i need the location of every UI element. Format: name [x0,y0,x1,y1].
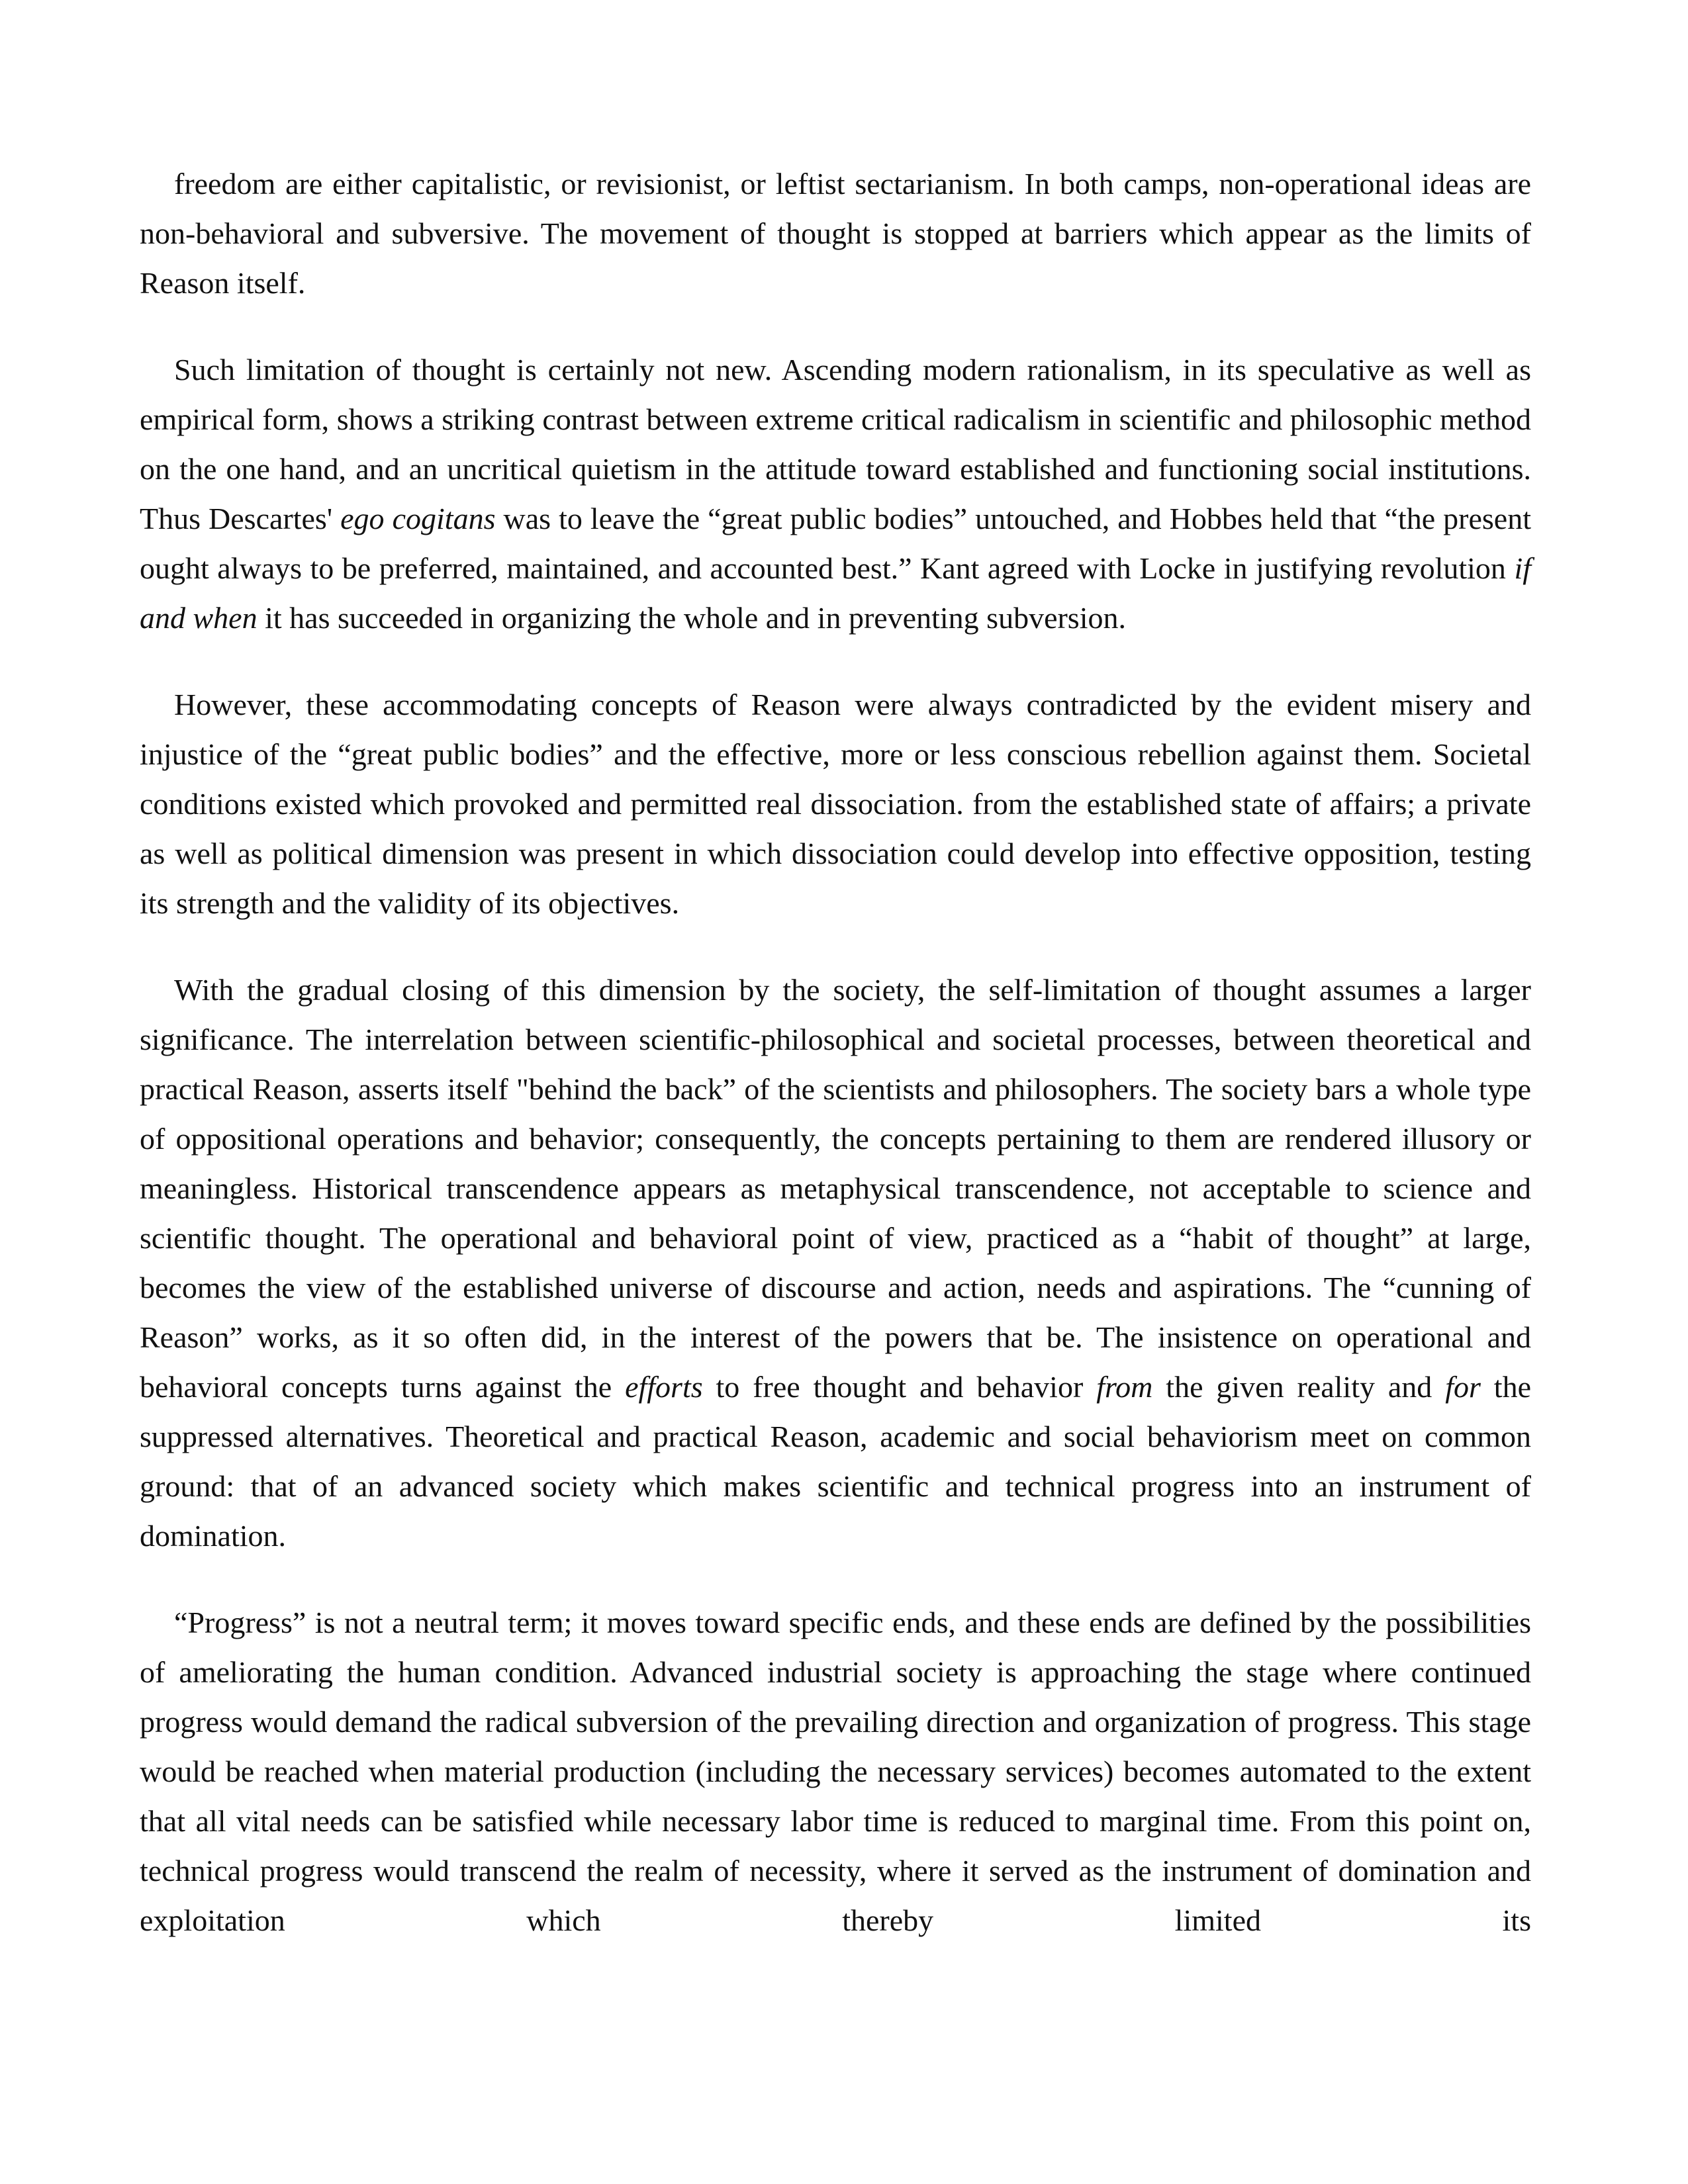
paragraph [140,965,1531,1561]
text-run: “Progress” is not a neutral term; it moves toward specific ends, and these ends are defined by the possibilities of ameliorating the human condition. Advanced industrial society is approaching the stage where continued progress would demand the radical subversion of the prevailing direction and organization of progress. This stage would be reached when material production (including the necessary services) becomes automated to the extent that all vital needs can be satisfied while necessary labor time is reduced to marginal time. From this point on, technical progress would transcend the realm of necessity, where it served as the instrument of domination and exploitation which thereby limited its [140,1606,1531,1937]
italic-text: for [1445,1370,1481,1404]
paragraph [140,680,1531,928]
text-run: With the gradual closing of this dimension by the society, the self-limitation of thought assumes a larger significance. The interrelation between scientific-philosophical and societal processes, between theoretical and practical Reason, asserts itself "behind the back” of the scientists and philosophers. The society bars a whole type of oppositional operations and behavior; consequently, the concepts pertaining to them are rendered illusory or meaningless. Historical transcendence appears as metaphysical transcendence, not acceptable to science and scientific thought. The operational and behavioral point of view, practiced as a “habit of thought” at large, becomes the view of the established universe of discourse and action, needs and aspirations. The “cunning of Reason” works, as it so often did, in the interest of the powers that be. The insistence on operational and behavioral concepts turns against the [140,973,1531,1404]
text-run: the given reality and [1152,1370,1446,1404]
italic-text: if and when [140,551,1531,635]
text-run: it has succeeded in organizing the whole and in preventing subversion. [257,601,1126,635]
italic-text: ego cogitans [340,502,496,535]
italic-text: efforts [625,1370,703,1404]
text-run: to free thought and behavior [702,1370,1097,1404]
italic-text: from [1096,1370,1153,1404]
text-run: was to leave the “great public bodies” untouched, and Hobbes held that “the present ought always to be preferred, maintained, and accounted best.” Kant agreed with Locke in justifying revolution [140,502,1531,585]
document-page [140,159,1531,1982]
text-run: the suppressed alternatives. Theoretical and practical Reason, academic and social behaviorism meet on common ground: that of an advanced society which makes scientific and technical progress into an instrument of domination. [140,1370,1531,1553]
text-run: Such limitation of thought is certainly not new. Ascending modern rationalism, in its speculative as well as empirical form, shows a striking contrast between extreme critical radicalism in scientific and philosophic method on the one hand, and an uncritical quietism in the attitude toward established and functioning social institutions. Thus Descartes' [140,353,1531,535]
text-run: freedom are either capitalistic, or revisionist, or leftist sectarianism. In both camps, non-operational ideas are non-behavioral and subversive. The movement of thought is stopped at barriers which appear as the limits of Reason itself. [140,167,1531,300]
paragraph [140,159,1531,308]
paragraph [140,1598,1531,1945]
paragraph [140,345,1531,643]
text-run: However, these accommodating concepts of Reason were always contradicted by the evident misery and injustice of the “great public bodies” and the effective, more or less conscious rebellion against them. Societal conditions existed which provoked and permitted real dissociation. from the established state of affairs; a private as well as political dimension was present in which dissociation could develop into effective opposition, testing its strength and the validity of its objectives. [140,688,1531,920]
